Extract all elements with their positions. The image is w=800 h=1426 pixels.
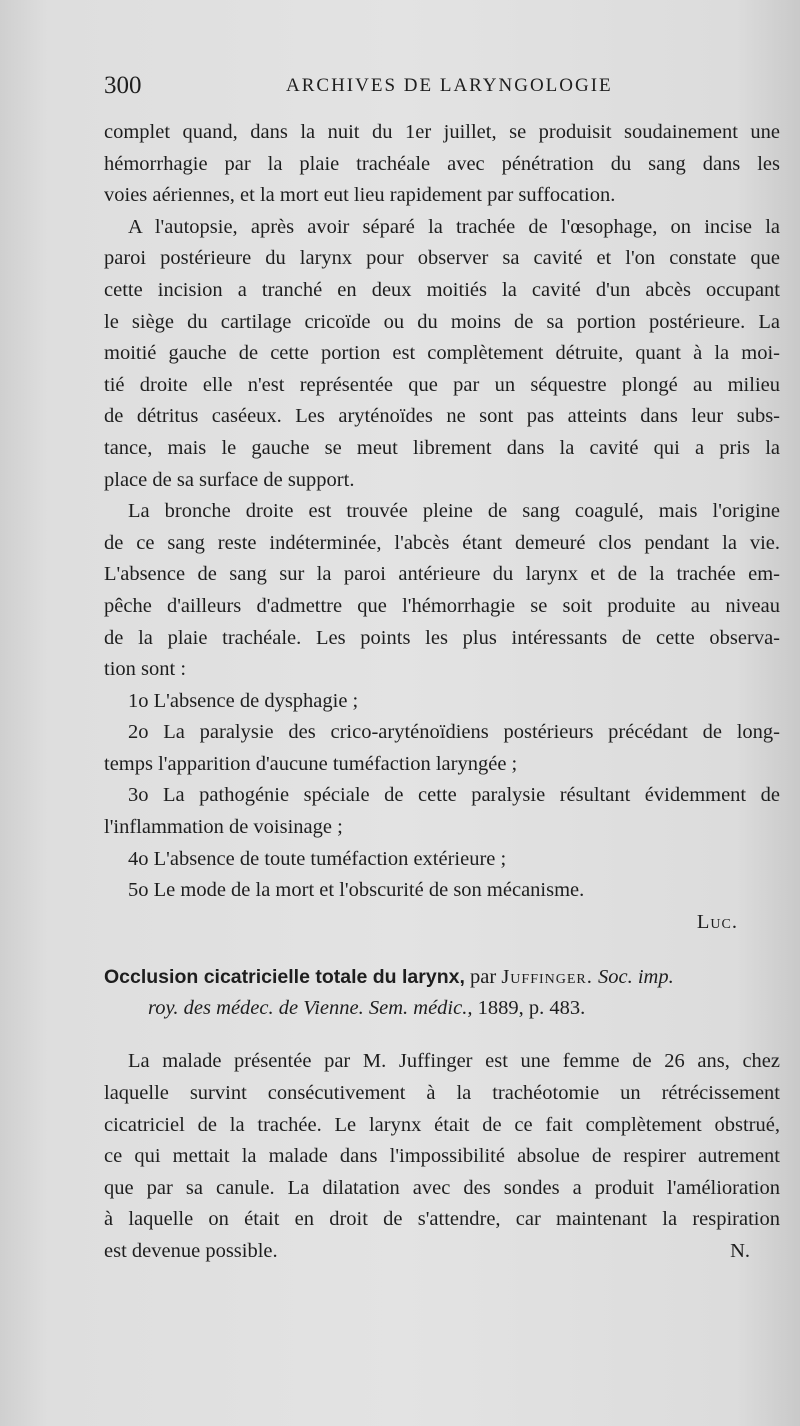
text-line: moitié gauche de cette portion est complètement détruite, quant à la moi- — [104, 342, 780, 365]
text-line: pêche d'ailleurs d'admettre que l'hémorrhagie se soit produite au niveau — [104, 594, 780, 617]
text-line: complet quand, dans la nuit du 1er juillet, se produisit soudainement une — [104, 121, 780, 143]
text-line: est devenue possible. — [104, 1240, 278, 1262]
running-title: ARCHIVES DE LARYNGOLOGIE — [286, 75, 613, 96]
page-body — [104, 117, 780, 1268]
page-number: 300 — [104, 72, 142, 99]
text-line: hémorrhagie par la plaie trachéale avec pénétration du sang dans les — [104, 152, 780, 175]
list-item-1 — [104, 686, 780, 718]
paragraph-4 — [104, 1046, 780, 1267]
page-header — [104, 72, 760, 106]
article-title — [104, 962, 780, 1024]
text-line: le siège du cartilage cricoïde ou du moins de sa portion postérieure. La — [104, 310, 780, 333]
article-by: par — [464, 966, 502, 989]
text-line: laquelle survint consécutivement à la trachéotomie un rétrécissement — [104, 1082, 780, 1105]
text-line: La bronche droite est trouvée pleine de sang coagulé, mais l'origine — [128, 500, 780, 523]
text-line: de la plaie trachéale. Les points les plus intéressants de cette observa- — [104, 626, 780, 649]
list-item: 5o Le mode de la mort et l'obscurité de son mécanisme. — [128, 879, 585, 902]
paragraph-3 — [104, 496, 780, 686]
list-item: 2o La paralysie des crico-aryténoïdiens postérieurs précédant de long- — [128, 721, 780, 744]
text-line: à laquelle on était en droit de s'attendre, car maintenant la respiration — [104, 1208, 780, 1231]
text-line: place de sa surface de support. — [104, 468, 355, 491]
text-line: voies aériennes, et la mort eut lieu rapidement par suffocation. — [104, 184, 616, 207]
list-item-4 — [104, 844, 780, 876]
text-line: de détritus caséeux. Les aryténoïdes ne sont pas atteints dans leur subs- — [104, 405, 780, 428]
text-line: que par sa canule. La dilatation avec des sondes a produit l'amélioration — [104, 1176, 780, 1199]
text-line: tion sont : — [104, 658, 187, 681]
text-line: cette incision a tranché en deux moitiés la cavité d'un abcès occupant — [104, 278, 780, 301]
list-item-5 — [104, 875, 780, 907]
text-line: ce qui mettait la malade dans l'impossibilité absolue de respirer autrement — [104, 1145, 780, 1168]
article-source-continued: roy. des médec. de Vienne. Sem. médic., — [148, 997, 473, 1020]
article-author: Juffinger. — [501, 966, 593, 989]
list-item-2 — [104, 717, 780, 780]
list-item: 4o L'absence de toute tuméfaction extérieure ; — [128, 847, 507, 870]
article-title-text: Occlusion cicatricielle totale du larynx, — [104, 966, 465, 989]
article-source-date: 1889, p. 483. — [472, 997, 586, 1020]
list-item: 1o L'absence de dysphagie ; — [128, 689, 359, 712]
list-item: 3o La pathogénie spéciale de cette paralysie résultant évidemment de — [128, 784, 780, 807]
author-signature: N. — [730, 1240, 750, 1262]
article-source: Soc. imp. — [592, 966, 674, 989]
text-line-with-signature — [104, 1236, 780, 1268]
text-line: L'absence de sang sur la paroi antérieure du larynx et de la trachée em- — [104, 563, 780, 586]
paragraph-1 — [104, 117, 780, 212]
text-line: A l'autopsie, après avoir séparé la trachée de l'œsophage, on incise la — [128, 215, 780, 238]
text-line: cicatriciel de la trachée. Le larynx était de ce fait complètement obstrué, — [104, 1113, 780, 1136]
paragraph-2 — [104, 212, 780, 496]
list-item: temps l'apparition d'aucune tuméfaction laryngée ; — [104, 752, 518, 775]
author-signature: Luc. — [696, 910, 738, 933]
text-line: tance, mais le gauche se meut librement dans la cavité qui a pris la — [104, 436, 780, 459]
text-line: tié droite elle n'est représentée que par un séquestre plongé au milieu — [104, 373, 780, 396]
text-line: paroi postérieure du larynx pour observer sa cavité et l'on constate que — [104, 247, 780, 270]
text-line: La malade présentée par M. Juffinger est une femme de 26 ans, chez — [128, 1050, 780, 1073]
text-line: de ce sang reste indéterminée, l'abcès étant demeuré clos pendant la vie. — [104, 531, 780, 554]
list-item: l'inflammation de voisinage ; — [104, 816, 343, 839]
list-item-3 — [104, 780, 780, 843]
